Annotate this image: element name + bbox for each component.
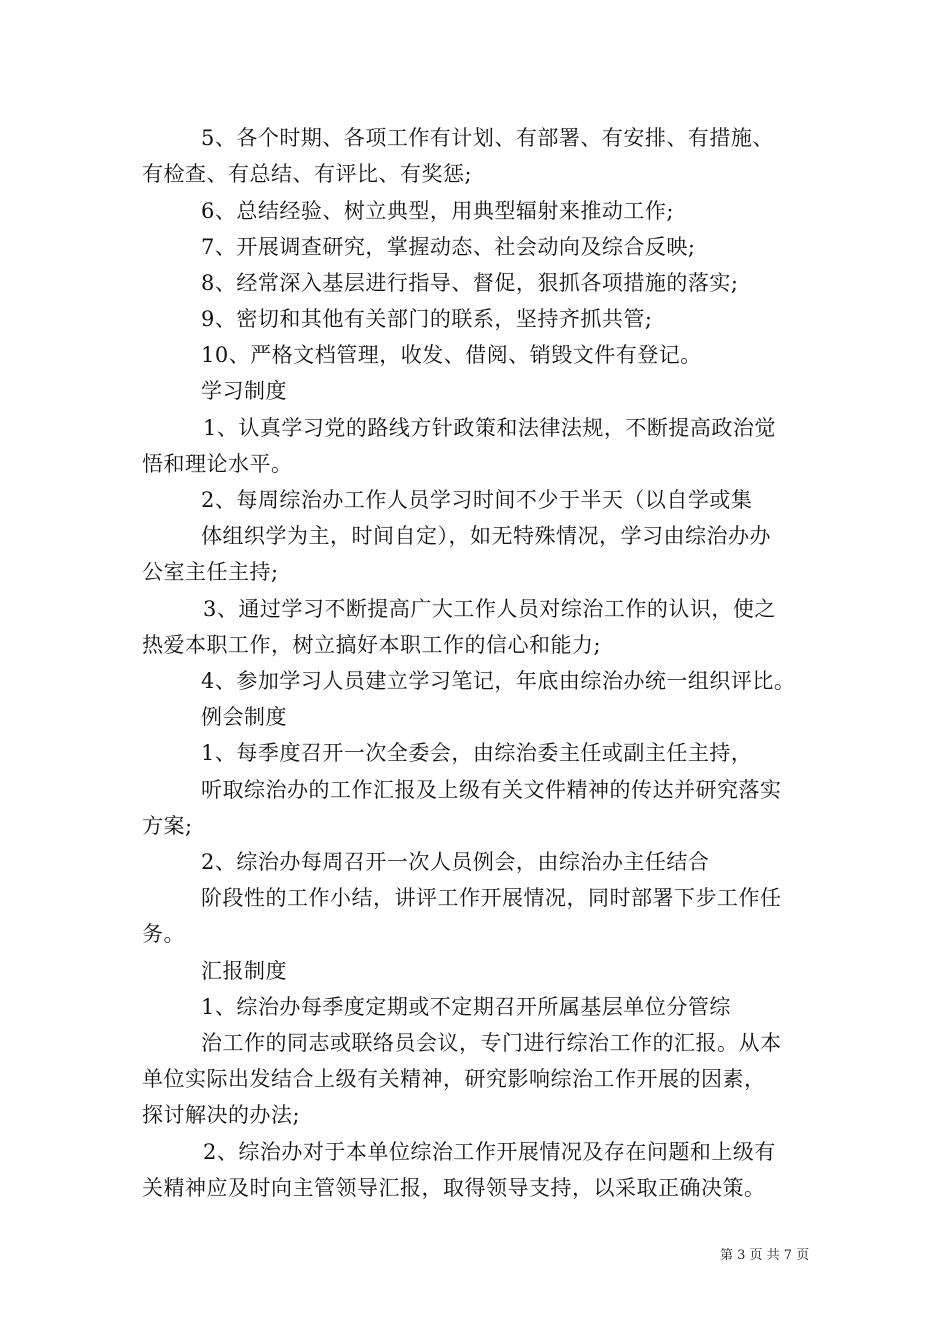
paragraph-line: 9、密切和其他有关部门的联系，坚持齐抓共管; xyxy=(201,307,653,331)
paragraph-line: 4、参加学习人员建立学习笔记，年底由综治办统一组织评比。 xyxy=(201,669,796,693)
paragraph-line: 方案; xyxy=(142,814,193,838)
paragraph-line: 热爱本职工作，树立搞好本职工作的信心和能力; xyxy=(142,633,602,657)
paragraph-line: 3、通过学习不断提高广大工作人员对综治工作的认识，使之 xyxy=(203,597,776,621)
paragraph-line: 5、各个时期、各项工作有计划、有部署、有安排、有措施、 xyxy=(201,126,774,150)
section-heading-meeting: 例会制度 xyxy=(201,705,287,729)
paragraph-line: 1、综治办每季度定期或不定期召开所属基层单位分管综 xyxy=(201,995,731,1019)
paragraph-line: 2、每周综治办工作人员学习时间不少于半天（以自学或集 xyxy=(201,488,753,512)
paragraph-line: 7、开展调查研究，掌握动态、社会动向及综合反映; xyxy=(201,235,696,259)
paragraph-line: 治工作的同志或联络员会议，专门进行综治工作的汇报。从本 xyxy=(201,1031,782,1055)
paragraph-line: 务。 xyxy=(142,922,185,946)
paragraph-line: 8、经常深入基层进行指导、督促，狠抓各项措施的落实; xyxy=(201,271,739,295)
section-heading-study: 学习制度 xyxy=(201,379,287,403)
paragraph-line: 体组织学为主，时间自定），如无特殊情况，学习由综治办办 xyxy=(201,524,771,548)
paragraph-line: 6、总结经验、树立典型，用典型辐射来推动工作; xyxy=(201,199,674,223)
paragraph-line: 阶段性的工作小结，讲评工作开展情况，同时部署下步工作任 xyxy=(201,886,782,910)
paragraph-line: 2、综治办对于本单位综治工作开展情况及存在问题和上级有 xyxy=(203,1140,776,1164)
paragraph-line: 1、每季度召开一次全委会，由综治委主任或副主任主持， xyxy=(201,741,753,765)
page-number-footer: 第 3 页 共 7 页 xyxy=(720,1248,810,1263)
paragraph-line: 2、综治办每周召开一次人员例会，由综治办主任结合 xyxy=(201,850,710,874)
paragraph-line: 单位实际出发结合上级有关精神，研究影响综治工作开展的因素， xyxy=(142,1067,766,1091)
paragraph-line: 1、认真学习党的路线方针政策和法律法规，不断提高政治觉 xyxy=(203,416,776,440)
paragraph-line: 关精神应及时向主管领导汇报，取得领导支持，以采取正确决策。 xyxy=(142,1176,766,1200)
paragraph-line: 有检查、有总结、有评比、有奖惩; xyxy=(142,162,473,186)
section-heading-report: 汇报制度 xyxy=(201,959,287,983)
paragraph-line: 悟和理论水平。 xyxy=(142,452,293,476)
paragraph-line: 探讨解决的办法; xyxy=(142,1103,301,1127)
paragraph-line: 听取综治办的工作汇报及上级有关文件精神的传达并研究落实 xyxy=(201,778,782,802)
paragraph-line: 公室主任主持; xyxy=(142,560,279,584)
paragraph-line: 10、严格文档管理，收发、借阅、销毁文件有登记。 xyxy=(201,343,702,367)
